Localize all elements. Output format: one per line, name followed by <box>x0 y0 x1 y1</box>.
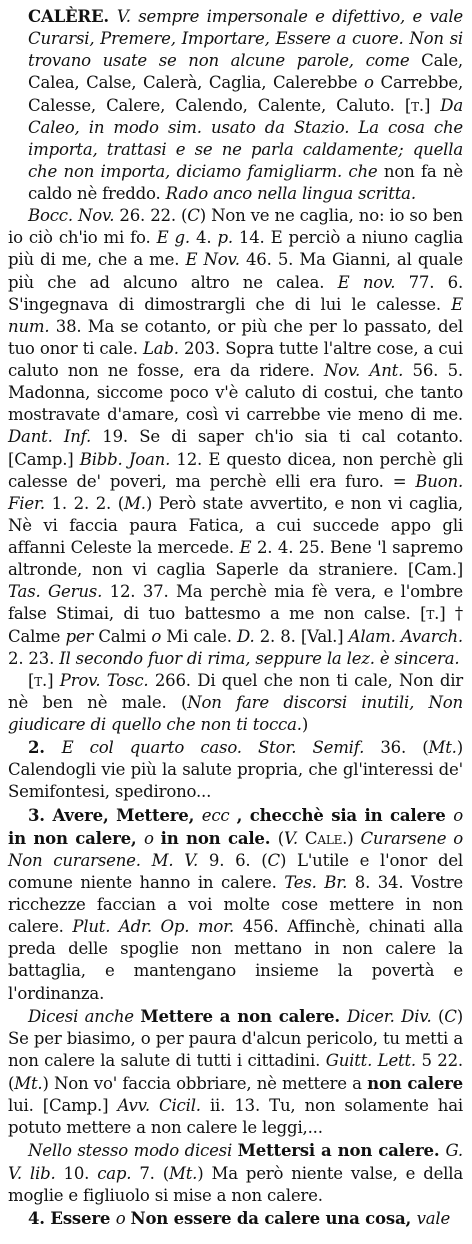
text-segment: ) Non vo' faccia obbriare, nè mettere a <box>42 1074 368 1093</box>
text-segment: Mettersi a non calere. <box>237 1140 446 1161</box>
text-segment: E Nov. <box>185 250 246 270</box>
text-segment: 8. 34. Vostre ricchezze faccian a voi molte cose mettere in non calere. <box>8 872 463 937</box>
text-segment: 266. Di quel che non ti cale, Non dir nè ben nè male. ( <box>8 670 463 712</box>
text-segment: 19. Se di saper ch'io sia ti cal cotanto. [Camp.] <box>8 427 463 469</box>
text-segment: ( <box>438 1006 445 1026</box>
text-segment: Da Caleo, in modo sim. usato da Stazio. La cosa che importa, trattasi e se ne parla caldamente; quella che non importa, diciamo famigliarm. che <box>28 95 463 181</box>
text-segment: ) Calendogli vie più la salute propria, che gl'interessi de' Semifontesi, spedirono... <box>8 738 463 802</box>
text-segment: 10. <box>63 1163 98 1183</box>
text-segment: ii. 13. Tu, non solamente hai potuto mettere a non calere le leggi,... <box>8 1096 463 1138</box>
text-segment: E <box>239 538 257 557</box>
text-segment: CALÈRE. <box>28 6 117 26</box>
text-segment: Cale. <box>304 828 348 848</box>
sense-4-paragraph <box>8 1207 463 1230</box>
text-segment: Nov. Ant. <box>323 361 413 380</box>
text-segment: Prov. Tosc. <box>59 670 155 690</box>
text-segment: p. <box>217 228 239 248</box>
text-segment: ) <box>301 715 309 734</box>
sense-2-paragraph <box>8 736 463 803</box>
text-segment: Rado anco nella lingua scritta. <box>165 184 416 203</box>
text-segment: vale <box>416 1208 451 1228</box>
text-segment: ) <box>347 828 361 848</box>
text-segment: ) Ma però niente valse, e della moglie e figliuolo si mise a non calere. <box>8 1163 464 1205</box>
proverb-paragraph <box>8 670 463 736</box>
text-segment: E num. <box>8 294 463 336</box>
text-segment: 5 22. ( <box>8 1050 463 1093</box>
text-segment: Avv. Cicil. <box>117 1096 210 1116</box>
text-segment: V. <box>284 828 305 848</box>
text-segment: in non calere, <box>8 827 144 848</box>
text-segment: in non cale. <box>160 827 278 848</box>
text-segment: 2. 4. 25. Bene 'l sapremo altronde, non vi caglia Saperle da straniere. [Cam.] <box>8 538 463 580</box>
text-segment: Dant. Inf. <box>8 427 103 447</box>
text-segment: Plut. Adr. Op. mor. <box>72 917 243 937</box>
text-segment: Il secondo fuor di rima, seppure la lez. è sincera. <box>59 648 460 668</box>
text-segment: Guitt. Lett. <box>325 1050 422 1070</box>
text-segment: Cale, Calea, Calse, Calerà, Caglia, Calerebbe <box>28 51 463 93</box>
text-segment: 77. 6. S'ingegnava di dimostrargli che di lui le calesse. <box>8 272 463 314</box>
text-segment: Calmi <box>98 626 152 646</box>
text-segment: Tas. Gerus. <box>8 582 110 602</box>
text-segment: ) Non ve ne caglia, no: io so ben io ciò ch'io mi fo. <box>8 206 463 248</box>
text-segment: ) Però state avvertito, e non vi caglia, Nè vi faccia paura Fatica, a cui succede appo gli affanni Celeste la mercede. <box>8 493 463 557</box>
text-segment: Curarsene o Non curarsene. M. V. <box>8 828 464 870</box>
text-segment: 4. Essere <box>28 1207 116 1228</box>
dictionary-entry-calere <box>8 5 463 1230</box>
text-segment: ( <box>277 828 285 848</box>
text-segment: 9. 6. ( <box>208 850 268 870</box>
text-segment: o <box>151 626 167 646</box>
citations-paragraph <box>8 205 463 670</box>
text-segment: 7. ( <box>139 1163 169 1183</box>
text-segment: 2. 23. <box>8 648 60 668</box>
text-segment: Mt. <box>428 738 457 758</box>
text-segment: t. <box>426 604 440 624</box>
text-segment: ] † Calme <box>8 604 463 646</box>
text-segment: C <box>187 206 200 226</box>
text-segment: , checchè sia in calere <box>236 804 454 825</box>
text-segment: 4. <box>196 228 218 248</box>
text-segment: 36. ( <box>380 738 429 758</box>
text-segment: ] <box>423 95 441 115</box>
text-segment: Lab. <box>142 338 185 358</box>
text-segment: o <box>364 73 381 93</box>
text-segment: Mettere a non calere. <box>140 1005 347 1026</box>
text-segment: Bibb. Joan. <box>79 449 177 469</box>
sense-3-paragraph <box>8 804 463 1005</box>
text-segment: 12. 37. Ma perchè mia fè vera, e l'ombre false Stimai, di tuo battesmo a me non calse. [ <box>8 582 463 624</box>
text-segment: non calere <box>367 1073 463 1093</box>
text-segment: 2. <box>28 737 62 758</box>
text-segment: Tes. Br. <box>284 872 355 892</box>
text-segment: Mi cale. <box>166 626 237 646</box>
text-segment: Buon. Fier. <box>8 471 463 513</box>
text-segment: ecc <box>201 805 237 825</box>
text-segment: t. <box>34 670 48 690</box>
text-segment: 2. 8. [Val.] <box>259 626 349 646</box>
text-segment: 456. Affinchè, chinati alla preda delle spoglie non mettano in non calere la battaglia, e mantengano insieme la povertà e l'ordinanza. <box>8 917 463 1003</box>
text-segment: 46. 5. Ma Gianni, al quale più che ad alcuno altro ne calea. <box>8 250 463 292</box>
text-segment: C <box>267 850 280 870</box>
text-segment: o <box>115 1208 131 1228</box>
text-segment: Nello stesso modo dicesi <box>28 1141 238 1161</box>
text-segment: 3. Avere, Mettere, <box>28 804 202 825</box>
text-segment: E nov. <box>337 272 409 292</box>
text-segment: Dicesi anche <box>28 1006 141 1026</box>
text-segment: Alam. Avarch. <box>348 626 463 646</box>
text-segment: 26. 22. ( <box>119 206 188 226</box>
text-segment: 38. Ma se cotanto, or più che per lo passato, del tuo onor ti cale. <box>8 316 463 358</box>
text-segment: Non essere da calere una cosa, <box>130 1207 417 1228</box>
text-segment: D. <box>236 626 260 646</box>
text-segment: Dicer. Div. <box>346 1006 439 1026</box>
text-segment: ) Se per biasimo, o per paura d'alcun pericolo, tu metti a non calere la salute di tutti i cittadini. <box>8 1006 463 1070</box>
entry-definition <box>8 5 463 205</box>
text-segment: ) L'utile e l'onor del comune niente hanno in calere. <box>8 850 463 892</box>
text-segment: C <box>444 1006 457 1026</box>
text-segment: 12. E questo dicea, non perchè gli calesse de' poveri, ma perchè elli era furo. = <box>8 449 463 491</box>
text-segment: o <box>453 805 463 825</box>
text-segment: V. sempre impersonale e difettivo, e vale Curarsi, Premere, Importare, Essere a cuore. Non si trovano usate se non alcune parole, come <box>28 7 463 71</box>
text-segment: non fa nè caldo nè freddo. <box>28 161 463 203</box>
text-segment: Mt. <box>14 1074 43 1093</box>
text-segment: Non fare discorsi inutili, Non giudicare di quello che non ti tocca. <box>8 692 463 734</box>
text-segment: o <box>143 828 161 848</box>
sense-3-variant-paragraph <box>8 1005 463 1140</box>
text-segment: per <box>65 626 99 646</box>
text-segment: G. V. lib. <box>8 1141 463 1183</box>
text-segment: Bocc. Nov. <box>28 206 120 226</box>
text-segment: M. <box>124 493 146 513</box>
text-segment: [ <box>28 670 35 690</box>
text-segment: lui. [Camp.] <box>8 1096 118 1116</box>
text-segment: ] <box>47 670 60 690</box>
text-segment: 14. E perciò a niuno caglia più di me, che a me. <box>8 228 463 270</box>
text-segment: cap. <box>97 1163 140 1183</box>
text-segment: Mt. <box>168 1163 198 1183</box>
text-segment: Carrebbe, Calesse, Calere, Calendo, Calente, Caluto. [ <box>28 73 463 115</box>
text-segment: t. <box>411 95 424 115</box>
sense-3-variant-2-paragraph <box>8 1139 463 1206</box>
text-segment: 1. 2. 2. ( <box>51 493 125 513</box>
text-segment: 56. 5. Madonna, siccome poco v'è caluto di costui, che tanto mostravate d'amare, così vi carrebbe vie meno di me. <box>8 361 463 425</box>
text-segment: 203. Sopra tutte l'altre cose, a cui caluto non ne fosse, era da ridere. <box>8 338 463 380</box>
text-segment: E col quarto caso. Stor. Semif. <box>61 738 381 758</box>
text-segment: E g. <box>156 228 197 248</box>
